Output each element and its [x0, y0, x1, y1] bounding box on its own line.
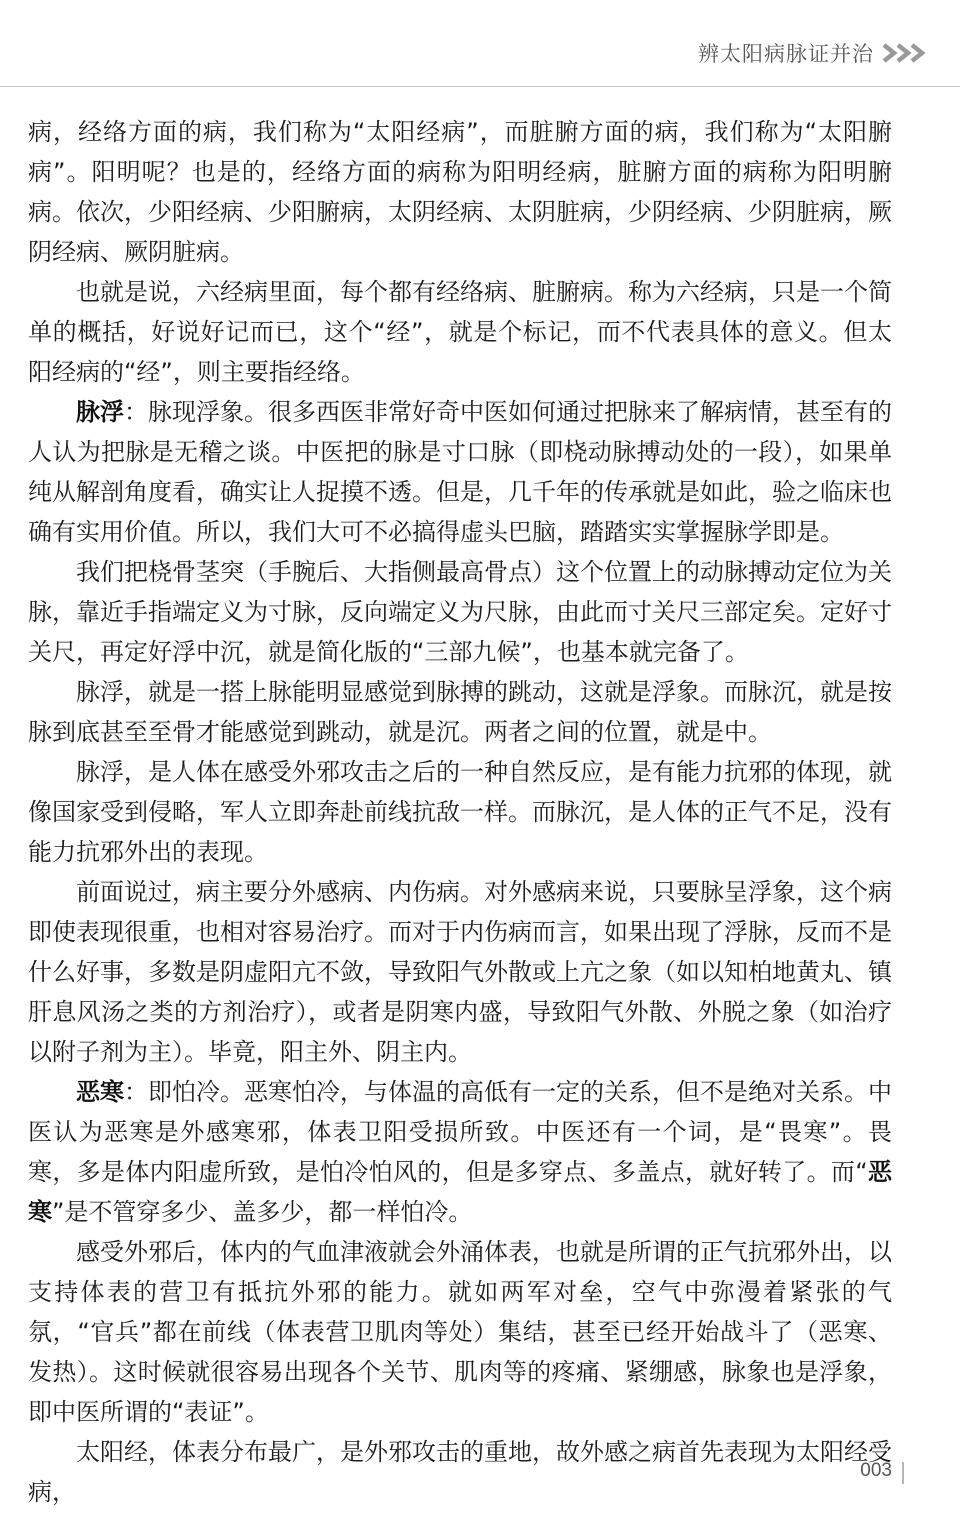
running-head: [698, 38, 928, 68]
paragraph: 我们把桡骨茎突（手腕后、大指侧最高骨点）这个位置上的动脉搏动定位为关脉，靠近手指端定义为寸脉，反向端定义为尺脉，由此而寸关尺三部定矣。定好寸关尺，再定好浮中沉，就是简化版的“三部九候”，也基本就完备了。: [28, 558, 892, 666]
paragraph: [28, 1072, 892, 1232]
running-title: 辨太阳病脉证并治: [698, 42, 874, 66]
paragraph: [28, 392, 892, 552]
paragraph: 也就是说，六经病里面，每个都有经络病、脏腑病。称为六经病，只是一个简单的概括，好说好记而已，这个“经”，就是个标记，而不代表具体的意义。但太阳经病的“经”，则主要指经络。: [28, 278, 892, 386]
page-number-divider: [902, 1462, 904, 1484]
paragraph-text: ：即怕冷。恶寒怕冷，与体温的高低有一定的关系，但不是绝对关系。中医认为恶寒是外感寒邪，体表卫阳受损所致。中医还有一个词，是“畏寒”。畏寒，多是体内阳虚所致，是怕冷怕风的，但是多穿点、多盖点，就好转了。而“: [28, 1078, 892, 1186]
term-heading: 脉浮: [76, 398, 124, 426]
paragraph: 脉浮，是人体在感受外邪攻击之后的一种自然反应，是有能力抗邪的体现，就像国家受到侵略，军人立即奔赴前线抗敌一样。而脉沉，是人体的正气不足，没有能力抗邪外出的表现。: [28, 758, 892, 866]
paragraph: 病，经络方面的病，我们称为“太阳经病”，而脏腑方面的病，我们称为“太阳腑病”。阳明呢？也是的，经络方面的病称为阳明经病，脏腑方面的病称为阳明腑病。依次，少阳经病、少阳腑病，太阴经病、太阴脏病，少阴经病、少阴脏病，厥阴经病、厥阴脏病。: [28, 118, 892, 266]
chevrons-icon: [882, 42, 928, 64]
paragraph-text: ”是不管穿多少、盖多少，都一样怕冷。: [52, 1198, 473, 1226]
term-heading: 恶寒: [76, 1078, 124, 1106]
triple-chevron-icon: [882, 42, 928, 64]
paragraph: 前面说过，病主要分外感病、内伤病。对外感病来说，只要脉呈浮象，这个病即使表现很重，也相对容易治疗。而对于内伤病而言，如果出现了浮脉，反而不是什么好事，多数是阴虚阳亢不敛，导致阳气外散或上亢之象（如以知柏地黄丸、镇肝息风汤之类的方剂治疗），或者是阴寒内盛，导致阳气外散、外脱之象（如治疗以附子剂为主）。毕竟，阳主外、阴主内。: [28, 878, 892, 1066]
body-text: [28, 112, 892, 1512]
header-rule: [0, 86, 960, 87]
paragraph-text: ：脉现浮象。很多西医非常好奇中医如何通过把脉来了解病情，甚至有的人认为把脉是无稽之谈。中医把的脉是寸口脉（即桡动脉搏动处的一段），如果单纯从解剖角度看，确实让人捉摸不透。但是，几千年的传承就是如此，验之临床也确有实用价值。所以，我们大可不必搞得虚头巴脑，踏踏实实掌握脉学即是。: [28, 398, 892, 546]
term-inline: 恶寒: [28, 1158, 893, 1226]
paragraph: 感受外邪后，体内的气血津液就会外涌体表，也就是所谓的正气抗邪外出，以支持体表的营卫有抵抗外邪的能力。就如两军对垒，空气中弥漫着紧张的气氛，“官兵”都在前线（体表营卫肌肉等处）集结，甚至已经开始战斗了（恶寒、发热）。这时候就很容易出现各个关节、肌肉等的疼痛、紧绷感，脉象也是浮象，即中医所谓的“表证”。: [28, 1238, 892, 1426]
paragraph: 脉浮，就是一搭上脉能明显感觉到脉搏的跳动，这就是浮象。而脉沉，就是按脉到底甚至至骨才能感觉到跳动，就是沉。两者之间的位置，就是中。: [28, 678, 892, 746]
page-number: 003: [860, 1460, 892, 1481]
paragraph: 太阳经，体表分布最广，是外邪攻击的重地，故外感之病首先表现为太阳经受病，: [28, 1438, 892, 1506]
